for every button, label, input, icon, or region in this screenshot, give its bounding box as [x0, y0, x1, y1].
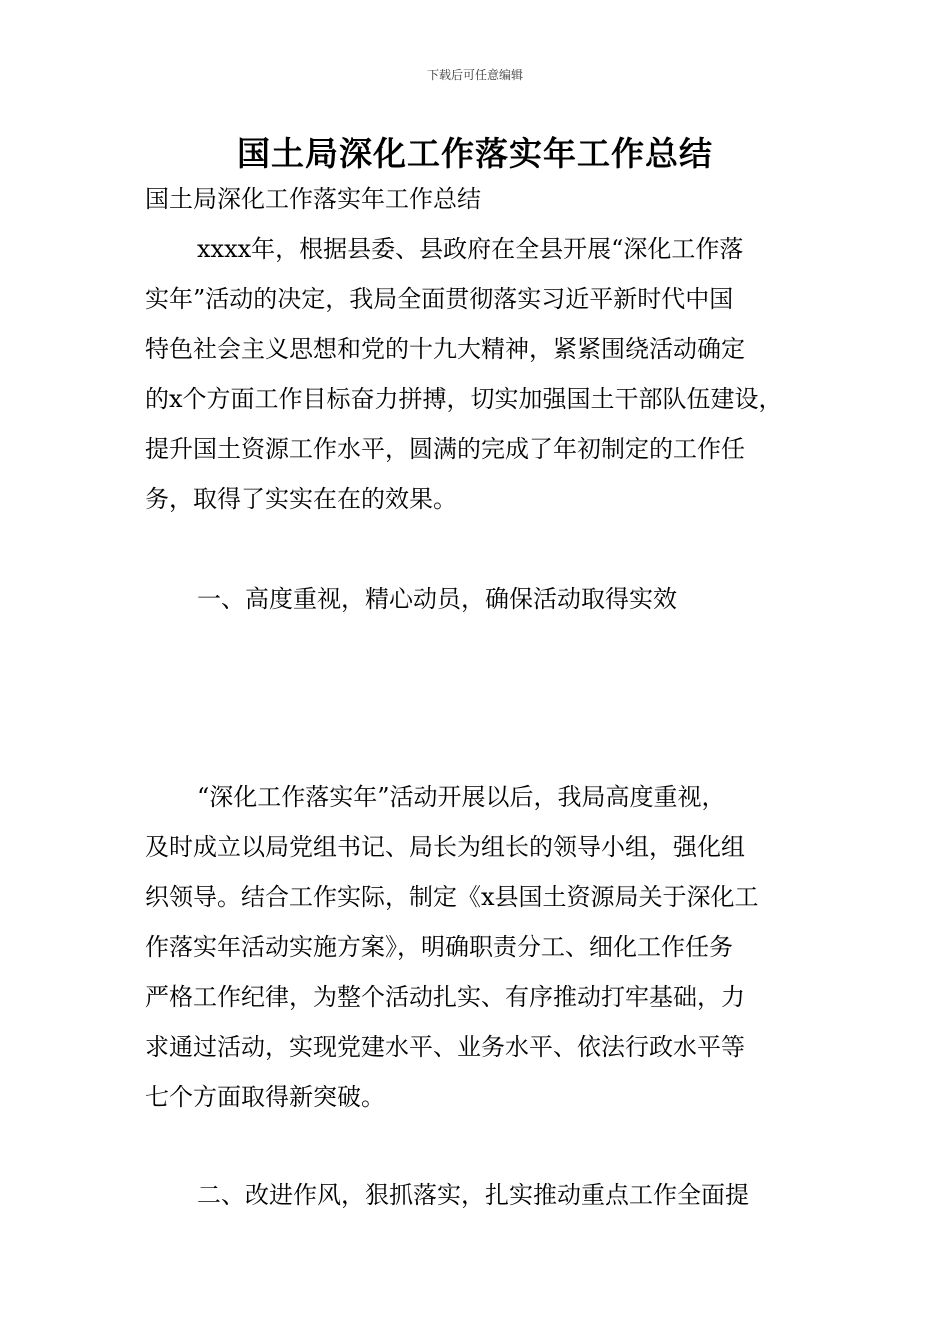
section-1-line: 求通过活动，实现党建水平、业务水平、依法行政水平等: [145, 1033, 745, 1061]
page-header-note: 下载后可任意编辑: [426, 68, 523, 82]
section-1-heading: 一、高度重视，精心动员，确保活动取得实效: [197, 585, 677, 613]
section-1-line: 作落实年活动实施方案》，明确职责分工、细化工作任务: [145, 933, 733, 961]
intro-line: 提升国土资源工作水平，圆满的完成了年初制定的工作任: [145, 435, 745, 463]
section-2-heading: 二、改进作风，狠抓落实，扎实推动重点工作全面提: [197, 1181, 749, 1209]
intro-line: 特色社会主义思想和党的十九大精神，紧紧围绕活动确定: [145, 335, 745, 363]
intro-line: 的x个方面工作目标奋力拼搏，切实加强国土干部队伍建设，: [145, 385, 783, 413]
intro-line: xxxx年，根据县委、县政府在全县开展“深化工作落: [197, 235, 744, 263]
section-1-line: 严格工作纪律，为整个活动扎实、有序推动打牢基础，力: [145, 983, 745, 1011]
section-1-line: 七个方面取得新突破。: [145, 1083, 385, 1111]
section-1-line: 及时成立以局党组书记、局长为组长的领导小组，强化组: [145, 833, 745, 861]
intro-line: 务，取得了实实在在的效果。: [145, 485, 457, 513]
document-title: 国土局深化工作落实年工作总结: [237, 134, 713, 173]
intro-line: 实年”活动的决定，我局全面贯彻落实习近平新时代中国: [145, 285, 734, 313]
section-1-line: 织领导。结合工作实际，制定《x县国土资源局关于深化工: [145, 883, 759, 911]
document-subtitle: 国土局深化工作落实年工作总结: [145, 185, 481, 213]
section-1-line: “深化工作落实年”活动开展以后，我局高度重视，: [197, 783, 726, 811]
